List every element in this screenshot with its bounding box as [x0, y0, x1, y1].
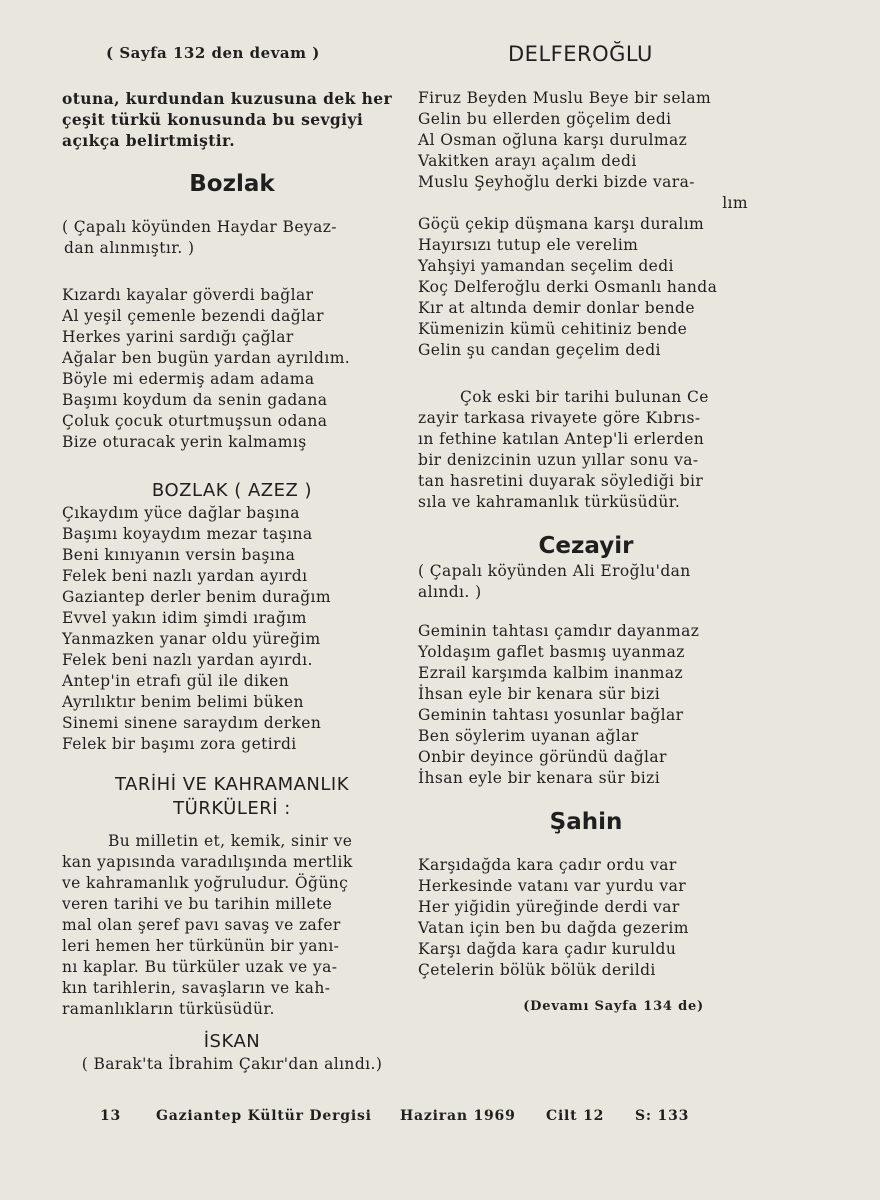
tarihi-title: TARİHİ VE KAHRAMANLIK — [114, 774, 350, 795]
iskan-title: İSKAN — [203, 1031, 261, 1052]
verse-line: Yoldaşım gaflet basmış uyanmaz — [418, 643, 685, 661]
page-number: 13 — [100, 1108, 122, 1124]
verse-line: Felek beni nazlı yardan ayırdı. — [62, 651, 313, 669]
verse-line: Çoluk çocuk oturtmuşsun odana — [62, 412, 328, 430]
verse-line: Ben söylerim uyanan ağlar — [418, 727, 639, 745]
continued-from-note: ( Sayfa 132 den devam ) — [106, 44, 320, 62]
paragraph-line: ın fethine katılan Antep'li erlerden — [418, 430, 705, 448]
verse-line: Kızardı kayalar göverdi bağlar — [62, 286, 314, 304]
verse-line: İhsan eyle bir kenara sür bizi — [418, 685, 661, 703]
tarihi-title: TÜRKÜLERİ : — [173, 798, 291, 819]
paragraph-line: zayir tarkasa rivayete göre Kıbrıs- — [418, 409, 701, 427]
page-header-title: DELFEROĞLU — [508, 42, 653, 66]
verse-line: Ayrılıktır benim belimi büken — [62, 693, 304, 711]
left-column — [62, 88, 402, 1075]
verse-line: Felek bir başımı zora getirdi — [62, 735, 297, 753]
intro-line: açıkça belirtmiştir. — [62, 131, 235, 150]
verse-line: Göçü çekip düşmana karşı duralım — [418, 215, 705, 233]
paragraph-line: leri hemen her türkünün bir yanı- — [62, 937, 340, 955]
verse-line: Sinemi sinene saraydım derken — [62, 714, 322, 732]
verse-line: Yahşiyi yamandan seçelim dedi — [418, 257, 674, 275]
verse-line: lım — [722, 194, 748, 212]
verse-line: Firuz Beyden Muslu Beye bir selam — [418, 89, 712, 107]
paragraph-line: tan hasretini duyarak söylediği bir — [418, 472, 704, 490]
verse-line: Vakitken arayı açalım dedi — [418, 152, 637, 170]
verse-line: Felek beni nazlı yardan ayırdı — [62, 567, 308, 585]
paragraph-line: ve kahramanlık yoğruludur. Öğünç — [62, 874, 349, 892]
verse-line: Beni kınıyanın versin başına — [62, 546, 296, 564]
verse-line: Gelin bu ellerden göçelim dedi — [418, 110, 672, 128]
paragraph-line: Bu milletin et, kemik, sinir ve — [108, 832, 353, 850]
verse-line: Muslu Şeyhoğlu derki bizde vara- — [418, 173, 695, 191]
intro-line: çeşit türkü konusunda bu sevgiyi — [62, 110, 364, 129]
iskan-source: ( Barak'ta İbrahim Çakır'dan alındı.) — [81, 1055, 383, 1073]
paragraph-line: veren tarihi ve bu tarihin millete — [62, 895, 333, 913]
bozlak-source: dan alınmıştır. ) — [64, 239, 195, 257]
verse-line: Karşıdağda kara çadır ordu var — [418, 856, 677, 874]
paragraph-line: nı kaplar. Bu türküler uzak ve ya- — [62, 958, 338, 976]
verse-line: Onbir deyince göründü dağlar — [418, 748, 667, 766]
verse-line: Bize oturacak yerin kalmamış — [62, 433, 307, 451]
bozlak-azez-title: BOZLAK ( AZEZ ) — [151, 480, 313, 501]
paragraph-line: kın tarihlerin, savaşların ve kah- — [62, 979, 331, 997]
verse-line: İhsan eyle bir kenara sür bizi — [418, 769, 661, 787]
verse-line: Vatan için ben bu dağda gezerim — [418, 919, 689, 937]
verse-line: Yanmazken yanar oldu yüreğim — [62, 630, 321, 648]
issue-number: S: 133 — [635, 1108, 690, 1124]
verse-line: Geminin tahtası çamdır dayanmaz — [418, 622, 700, 640]
verse-line: Kümenizin kümü cehitiniz bende — [418, 320, 688, 338]
verse-line: Başımı koydum da senin gadana — [62, 391, 328, 409]
verse-line: Gaziantep derler benim durağım — [62, 588, 331, 606]
bozlak-source: ( Çapalı köyünden Haydar Beyaz- — [62, 218, 337, 236]
verse-line: Çetelerin bölük bölük derildi — [418, 961, 656, 979]
paragraph-line: ramanlıkların türküsüdür. — [62, 1000, 275, 1018]
verse-line: Başımı koyaydım mezar taşına — [62, 525, 313, 543]
verse-line: Hayırsızı tutup ele verelim — [418, 236, 639, 254]
paragraph-line: kan yapısında varadılışında mertlik — [62, 853, 353, 871]
paragraph-line: sıla ve kahramanlık türküsüdür. — [418, 493, 681, 511]
issue-date: Haziran 1969 — [400, 1108, 516, 1124]
bozlak-title: Bozlak — [189, 171, 275, 197]
paragraph-line: Çok eski bir tarihi bulunan Ce — [460, 388, 709, 406]
verse-line: Ağalar ben bugün yardan ayrıldım. — [62, 349, 351, 367]
paragraph-line: bir denizcinin uzun yıllar sonu va- — [418, 451, 699, 469]
verse-line: Karşı dağda kara çadır kuruldu — [418, 940, 677, 958]
verse-line: Evvel yakın idim şimdi ırağım — [62, 609, 307, 627]
verse-line: Herkes yarini sardığı çağlar — [62, 328, 294, 346]
verse-line: Gelin şu candan geçelim dedi — [418, 341, 661, 359]
right-column — [418, 88, 754, 1014]
magazine-name: Gaziantep Kültür Dergisi — [156, 1108, 372, 1124]
verse-line: Geminin tahtası yosunlar bağlar — [418, 706, 684, 724]
volume-number: Cilt 12 — [546, 1108, 605, 1124]
sahin-title: Şahin — [549, 809, 623, 835]
verse-line: Koç Delferoğlu derki Osmanlı handa — [418, 278, 718, 296]
cezayir-title: Cezayir — [538, 533, 634, 559]
verse-line: Ezrail karşımda kalbim inanmaz — [418, 664, 684, 682]
paragraph-line: mal olan şeref pavı savaş ve zafer — [62, 916, 341, 934]
verse-line: Antep'in etrafı gül ile diken — [62, 672, 290, 690]
verse-line: Al yeşil çemenle bezendi dağlar — [62, 307, 324, 325]
cezayir-source: ( Çapalı köyünden Ali Eroğlu'dan — [418, 562, 691, 580]
verse-line: Çıkaydım yüce dağlar başına — [62, 504, 300, 522]
cezayir-source: alındı. ) — [418, 583, 482, 601]
verse-line: Al Osman oğluna karşı durulmaz — [418, 131, 688, 149]
verse-line: Kır at altında demir donlar bende — [418, 299, 695, 317]
intro-line: otuna, kurdundan kuzusuna dek her — [62, 89, 393, 108]
verse-line: Böyle mi edermiş adam adama — [62, 370, 315, 388]
continued-on-note: (Devamı Sayfa 134 de) — [523, 999, 704, 1014]
verse-line: Herkesinde vatanı var yurdu var — [418, 877, 687, 895]
verse-line: Her yiğidin yüreğinde derdi var — [418, 898, 680, 916]
